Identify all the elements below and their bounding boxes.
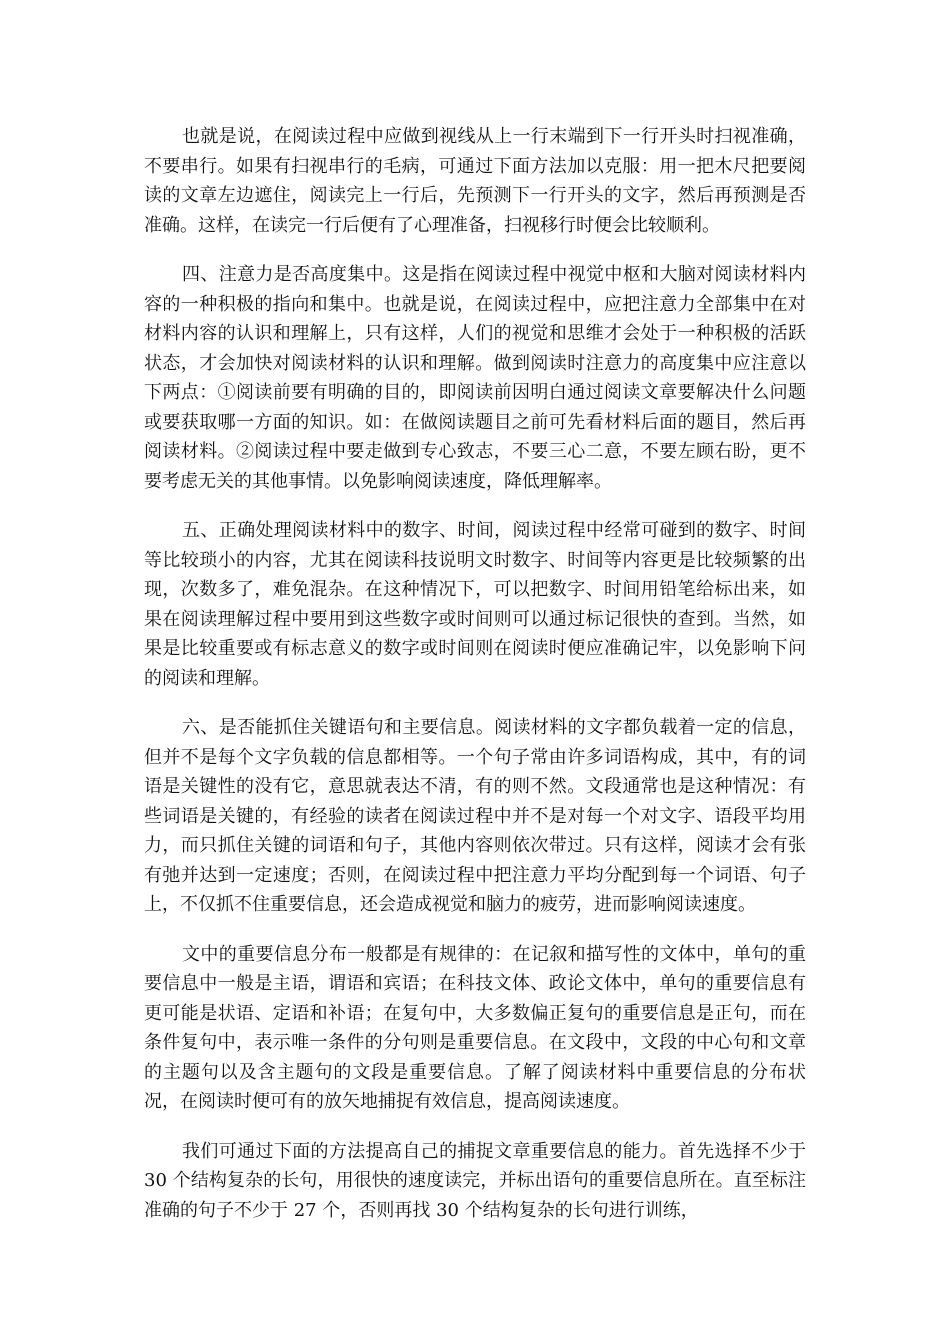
paragraph-numbers-time: 五、正确处理阅读材料中的数字、时间，阅读过程中经常可碰到的数字、时间等比较琐小的内容，尤其在阅读科技说明文时数字、时间等内容更是比较频繁的出现，次数多了，难免混杂。在这种情况下，可以把数字、时间用铅笔给标出来，如果在阅读理解过程中要用到这些数字或时间则可以通过标记很快的查到。当然，如果是比较重要或有标志意义的数字或时间则在阅读时便应准确记牢，以免影响下问的阅读和理解。 [144, 520, 806, 689]
paragraph-training-method: 我们可通过下面的方法提高自己的捕捉文章重要信息的能力。首先选择不少于 30 个结构复杂的长句，用很快的速度读完，并标出语句的重要信息所在。直至标注准确的句子不少于 27 个，否则再找 30 个结构复杂的长句进行训练， [144, 1140, 806, 1221]
paragraph-information-distribution: 文中的重要信息分布一般都是有规律的：在记叙和描写性的文体中，单句的重要信息中一般是主语，谓语和宾语；在科技文体、政论文体中，单句的重要信息有更可能是状语、定语和补语；在复句中，大多数偏正复句的重要信息是正句，而在条件复句中，表示唯一条件的分句则是重要信息。在文段中，文段的中心句和文章的主题句以及含主题句的文段是重要信息。了解了阅读材料中重要信息的分布状况，在阅读时便可有的放矢地捕捉有效信息，提高阅读速度。 [144, 943, 806, 1112]
paragraph-attention: 四、注意力是否高度集中。这是指在阅读过程中视觉中枢和大脑对阅读材料内容的一种积极的指向和集中。也就是说，在阅读过程中，应把注意力全部集中在对材料内容的认识和理解上，只有这样，人们的视觉和思维才会处于一种积极的活跃状态，才会加快对阅读材料的认识和理解。做到阅读时注意力的高度集中应注意以下两点：①阅读前要有明确的目的，即阅读前因明白通过阅读文章要解决什么问题或要获取哪一方面的知识。如：在做阅读题目之前可先看材料后面的题目，然后再阅读材料。②阅读过程中要走做到专心致志，不要三心二意，不要左顾右盼，更不要考虑无关的其他事情。以免影响阅读速度，降低理解率。 [144, 264, 806, 492]
paragraph-key-information: 六、是否能抓住关键语句和主要信息。阅读材料的文字都负载着一定的信息，但并不是每个文字负载的信息都相等。一个句子常由许多词语构成，其中，有的词语是关键性的没有它，意思就表达不清，有的则不然。文段通常也是这种情况：有些词语是关键的，有经验的读者在阅读过程中并不是对每一个对文字、语段平均用力，而只抓住关键的词语和句子，其他内容则依次带过。只有这样，阅读才会有张有弛并达到一定速度；否则，在阅读过程中把注意力平均分配到每一个词语、句子上，不仅抓不住重要信息，还会造成视觉和脑力的疲劳，进而影响阅读速度。 [144, 717, 806, 915]
document-body [144, 122, 806, 1225]
paragraph-scan-line: 也就是说，在阅读过程中应做到视线从上一行末端到下一行开头时扫视准确，不要串行。如果有扫视串行的毛病，可通过下面方法加以克服：用一把木尺把要阅读的文章左边遮住，阅读完上一行后，先预测下一行开头的文字，然后再预测是否准确。这样，在读完一行后便有了心理准备，扫视移行时便会比较顺利。 [144, 126, 806, 236]
